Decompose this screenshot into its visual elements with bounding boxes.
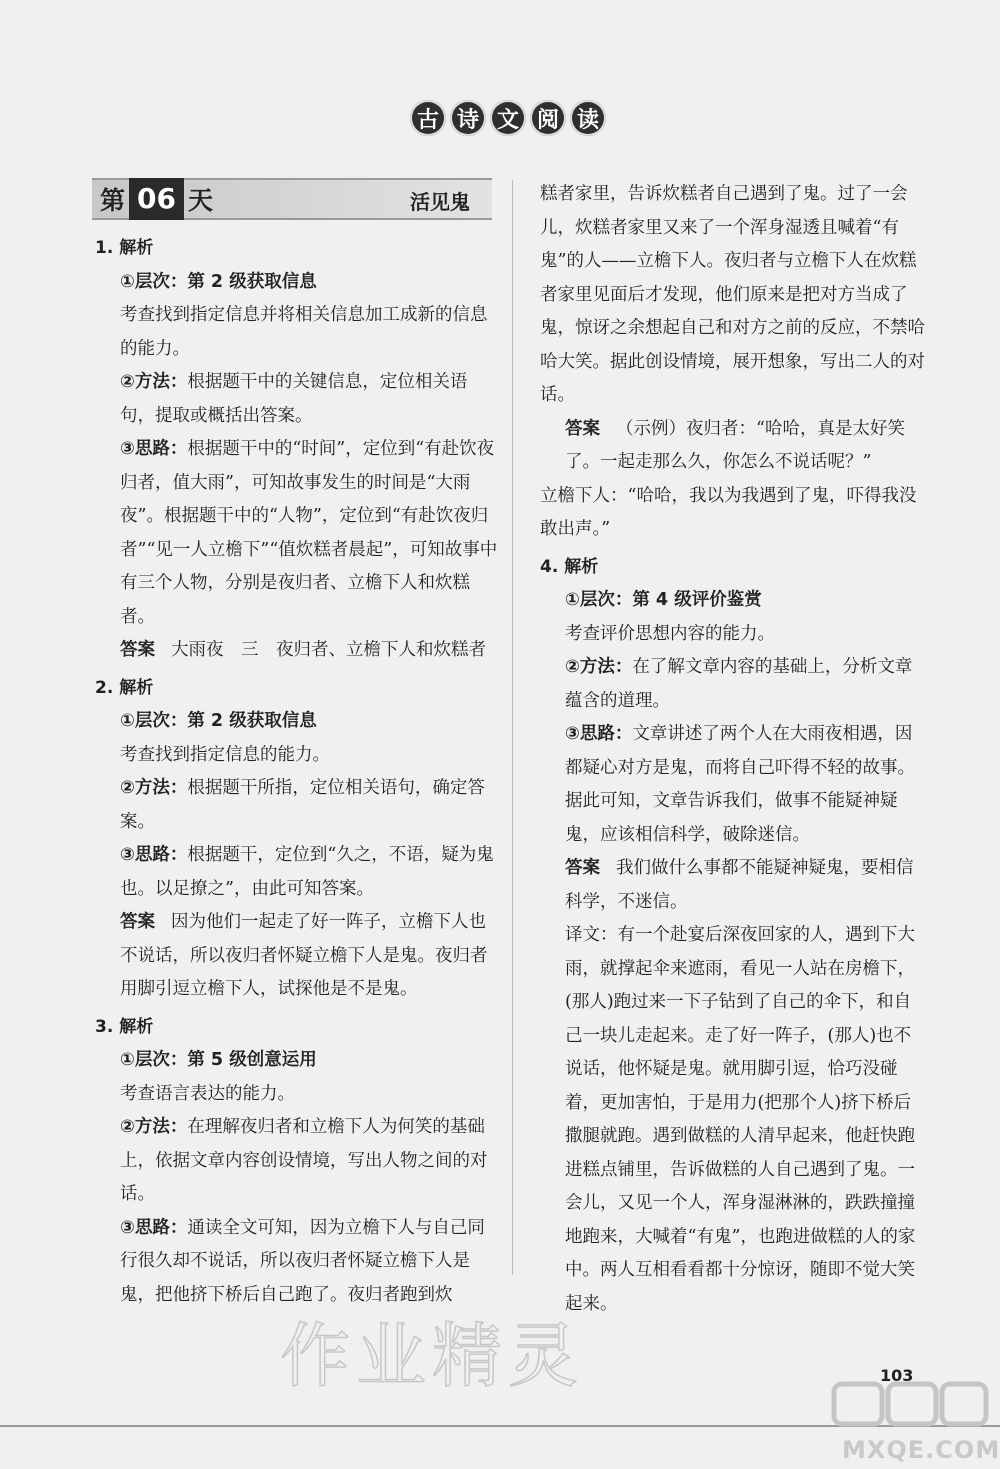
answer-text: （示例）夜归者：“哈哈，真是太好笑了。一起走那么久，你怎么不说话呢？” [565,418,905,472]
left-column [95,228,500,1312]
analysis-item-text: 第 4 级评价鉴赏 [632,590,762,610]
answer-label: 答案 [565,418,600,439]
analysis-item-label: ③思路： [120,845,188,865]
banner-char: 读 [570,100,606,136]
analysis-item [95,1111,500,1212]
analysis-item [95,772,500,839]
day-suffix: 天 [187,186,213,215]
analysis-item [95,1044,500,1078]
column-divider [512,180,513,1275]
section-banner [410,100,606,144]
right-column [540,178,928,1321]
answer-label: 答案 [120,912,155,932]
analysis-text: 考查找到指定信息的能力。 [120,744,330,765]
analysis-item-text: 第 5 级创意运用 [187,1050,317,1070]
analysis-item-text: 第 2 级获取信息 [187,271,317,292]
analysis-item-label: ②方法： [565,657,633,677]
analysis-item [95,705,500,739]
analysis-item-label: ③思路： [565,724,633,744]
answer-block [95,906,500,1007]
translation-block [540,919,928,1321]
answer-label: 答案 [565,858,600,878]
analysis-item [95,839,500,906]
analysis-item-label: ②方法： [120,778,188,798]
analysis-item-text: 在理解夜归者和立檐下人为何笑的基础上，依据文章内容创设情境，写出人物之间的对话。 [120,1117,488,1204]
question-heading: 3. 解析 [95,1016,154,1037]
analysis-item [540,584,928,618]
analysis-item-text: 根据题干中的关键信息，定位相关语句，提取或概括出答案。 [120,372,468,426]
analysis-item-text: 根据题干中的“时间”，定位到“有赴饮夜归者，值大雨”，可知故事发生的时间是“大雨夜”。根据题干中的“人物”，定位到“有赴饮夜归者”“见一人立檐下”“值炊糕者晨起”，可知故事中有三个人物，分别是夜归者、立檐下人和炊糕者。 [120,439,498,627]
site-logo-text: MXQE.COM [842,1436,1000,1464]
analysis-item-label: ③思路： [120,1217,188,1238]
analysis-item-label: ①层次： [120,1050,188,1070]
page-number: 103 [880,1366,914,1385]
analysis-text: 考查语言表达的能力。 [120,1083,295,1104]
analysis-item-label: ②方法： [120,372,188,392]
analysis-item [95,266,500,300]
analysis-item-label: ①层次： [120,271,188,292]
analysis-item [95,366,500,433]
question-heading: 1. 解析 [95,238,154,258]
banner-char: 诗 [450,100,486,136]
analysis-item-text: 第 2 级获取信息 [187,711,317,731]
banner-char: 古 [410,100,446,136]
analysis-item [95,433,500,634]
watermark-text: 作业精灵 [280,1315,584,1397]
analysis-item-text: 通读全文可知，因为立檐下人与自己同行很久却不说话，所以夜归者怀疑立檐下人是鬼，把他挤下桥后自己跑了。夜归者跑到炊 [120,1217,485,1305]
analysis-item-label: ①层次： [565,590,633,610]
analysis-item [540,651,928,718]
banner-char: 阅 [530,100,566,136]
question-heading: 2. 解析 [95,677,154,698]
analysis-item [95,1212,500,1313]
translation-label: 译文： [565,925,618,945]
analysis-text: 考查评价思想内容的能力。 [565,623,775,644]
analysis-item-label: ③思路： [120,439,188,459]
answer-block [95,634,500,668]
answer-block [540,413,928,480]
continued-text: 立檐下人：“哈哈，我以为我遇到了鬼，吓得我没敢出声。” [540,485,917,539]
answer-text: 因为他们一起走了好一阵子，立檐下人也不说话，所以夜归者怀疑立檐下人是鬼。夜归者用脚引逗立檐下人，试探他是不是鬼。 [120,912,488,999]
analysis-item-text: 根据题干，定位到“久之，不语，疑为鬼也。以足撩之”，由此可知答案。 [120,845,494,899]
day-label [92,178,213,220]
day-title: 活见鬼 [410,190,470,214]
analysis-item-label: ②方法： [120,1117,188,1137]
analysis-text: 考查找到指定信息并将相关信息加工成新的信息的能力。 [120,305,488,359]
analysis-item-text: 文章讲述了两个人在大雨夜相遇，因都疑心对方是鬼，而将自己吓得不轻的故事。据此可知，文章告诉我们，做事不能疑神疑鬼，应该相信科学，破除迷信。 [565,724,915,845]
continued-text: 糕者家里，告诉炊糕者自己遇到了鬼。过了一会儿，炊糕者家里又来了一个浑身湿透且喊着“有鬼”的人——立檐下人。夜归者与立檐下人在炊糕者家里见面后才发现，他们原来是把对方当成了鬼，惊讶之余想起自己和对方之前的反应，不禁哈哈大笑。据此创设情境，展开想象，写出二人的对话。 [540,184,925,405]
day-prefix: 第 [100,186,126,215]
analysis-item [540,718,928,852]
translation-text: 有一个赴宴后深夜回家的人，遇到下大雨，就撑起伞来遮雨，看见一人站在房檐下，(那人)跑过来一下子钻到了自己的伞下，和自己一块儿走起来。走了好一阵子，(那人)也不说话，他怀疑是鬼。就用脚引逗，恰巧没碰着，更加害怕，于是用力(把那个人)挤下桥后撒腿就跑。遇到做糕的人清早起来，他赶快跑进糕点铺里，告诉做糕的人自己遇到了鬼。一会儿，又见一个人，浑身湿淋淋的，跌跌撞撞地跑来，大喊着“有鬼”，也跑进做糕的人的家中。两人互相看看都十分惊讶，随即不觉大笑起来。 [565,925,916,1314]
analysis-item-label: ①层次： [120,711,188,731]
analysis-item-text: 在了解文章内容的基础上，分析文章蕴含的道理。 [565,657,913,711]
answer-text: 大雨夜 三 夜归者、立檐下人和炊糕者 [171,640,486,660]
watermark [280,1300,584,1401]
answer-label: 答案 [120,640,155,660]
answer-text: 我们做什么事都不能疑神疑鬼，要相信科学，不迷信。 [565,858,914,912]
answer-block [540,852,928,919]
day-header-bar [92,178,492,220]
day-number: 06 [129,178,184,220]
banner-char: 文 [490,100,526,136]
question-heading: 4. 解析 [540,556,599,577]
analysis-item-text: 根据题干所指，定位相关语句，确定答案。 [120,778,485,832]
